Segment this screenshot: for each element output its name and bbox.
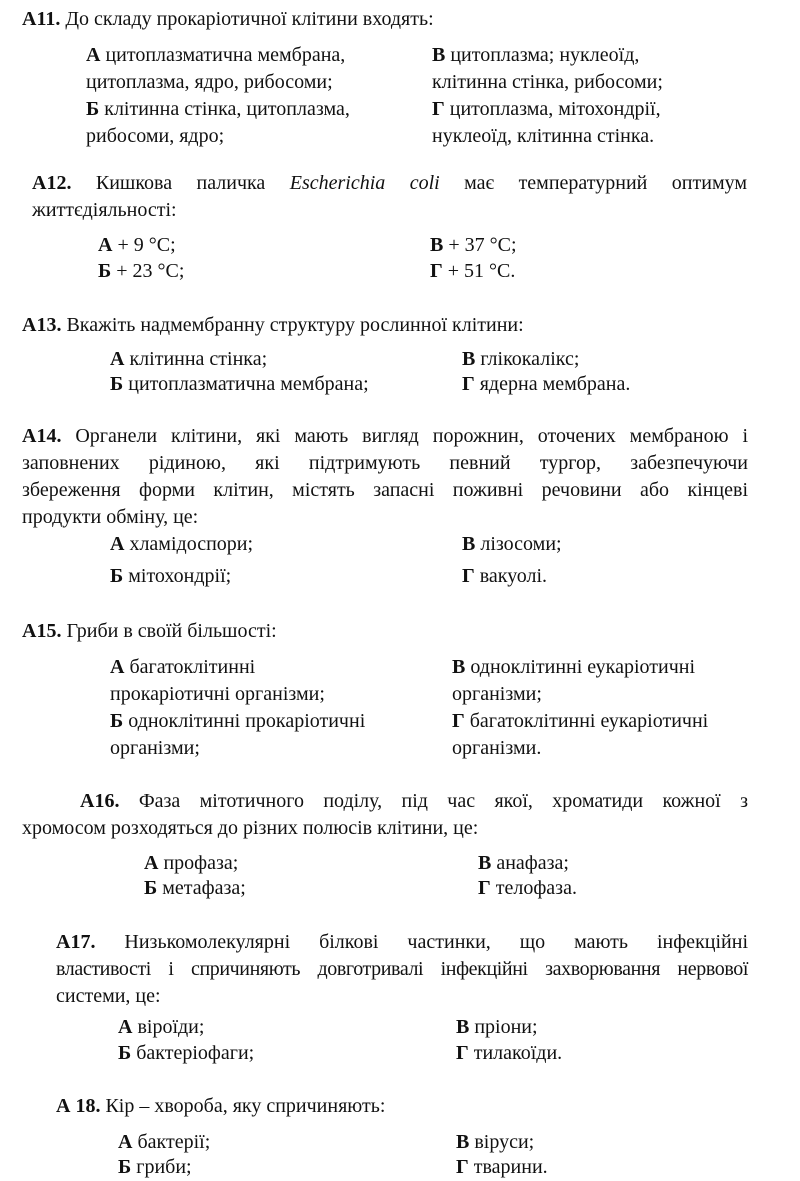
option-g[interactable]: Г тилакоїди. bbox=[456, 1042, 563, 1064]
question-number: A15. bbox=[22, 620, 62, 642]
species-name: Escherichia coli bbox=[289, 172, 440, 194]
option-a[interactable]: А хламідоспори; bbox=[110, 533, 254, 555]
option-b[interactable]: Б цитоплазматична мембрана; bbox=[110, 373, 369, 395]
option-v[interactable]: В лізосоми; bbox=[462, 533, 562, 555]
option-a[interactable]: А клітинна стінка; bbox=[110, 348, 268, 370]
question-number: A11. bbox=[22, 8, 61, 30]
option-v[interactable]: В цитоплазма; нуклеоїд, клітинна стінка, рибосоми; bbox=[432, 44, 663, 93]
option-v[interactable]: В віруси; bbox=[456, 1131, 535, 1153]
option-b[interactable]: Б + 23 °С; bbox=[98, 260, 185, 282]
question-stem: A17. Низькомолекулярні білкові частинки, що мають інфекційні властивості і спричиняють довготривалі інфекційні захворювання нервової системи, це: bbox=[56, 931, 749, 1007]
question-stem: A11. До складу прокаріотичної клітини входять: bbox=[22, 8, 434, 30]
option-b[interactable]: Б мітохондрії; bbox=[110, 565, 232, 587]
option-v[interactable]: В пріони; bbox=[456, 1016, 538, 1038]
option-a[interactable]: А багатоклітинні прокаріотичні організми; bbox=[110, 656, 325, 705]
option-g[interactable]: Г тварини. bbox=[456, 1156, 548, 1178]
question-stem: A13. Вкажіть надмембранну структуру рослинної клітини: bbox=[22, 314, 524, 336]
option-a[interactable]: А профаза; bbox=[144, 852, 239, 874]
option-b[interactable]: Б гриби; bbox=[118, 1156, 192, 1178]
option-g[interactable]: Г цитоплазма, мітохондрії, нуклеоїд, клітинна стінка. bbox=[432, 98, 661, 147]
question-stem: А 18. Кір – хвороба, яку спричиняють: bbox=[56, 1095, 386, 1117]
option-v[interactable]: В анафаза; bbox=[478, 852, 569, 874]
question-number: A12. bbox=[32, 172, 72, 194]
question-number: A16. bbox=[80, 790, 120, 812]
option-g[interactable]: Г вакуолі. bbox=[462, 565, 547, 587]
option-v[interactable]: В глікокалікс; bbox=[462, 348, 580, 370]
option-a[interactable]: А цитоплазматична мембрана, цитоплазма, ядро, рибосоми; bbox=[86, 44, 346, 93]
option-b[interactable]: Б одноклітинні прокаріотичні організми; bbox=[110, 710, 366, 759]
question-number: A17. bbox=[56, 931, 96, 953]
option-g[interactable]: Г телофаза. bbox=[478, 877, 577, 899]
option-a[interactable]: А віроїди; bbox=[118, 1016, 205, 1038]
option-b[interactable]: Б метафаза; bbox=[144, 877, 246, 899]
option-g[interactable]: Г багатоклітинні еукаріотичні організми. bbox=[452, 710, 709, 759]
option-v[interactable]: В одноклітинні еукаріотичні організми; bbox=[452, 656, 696, 705]
question-stem: A15. Гриби в своїй більшості: bbox=[22, 620, 277, 642]
option-g[interactable]: Г ядерна мембрана. bbox=[462, 373, 631, 395]
option-a[interactable]: А + 9 °С; bbox=[98, 234, 176, 256]
question-number: A14. bbox=[22, 425, 62, 447]
question-number: А 18. bbox=[56, 1095, 101, 1117]
option-a[interactable]: А бактерії; bbox=[118, 1131, 211, 1153]
question-stem: A12. Кишкова паличка Escherichia coli має температурний оптимум життєдіяльності: bbox=[32, 172, 747, 221]
option-b[interactable]: Б бактеріофаги; bbox=[118, 1042, 255, 1064]
question-stem: A14. Органели клітини, які мають вигляд порожнин, оточених мембраною і заповнених рідиною, які підтримують певний тургор, забезпечуючи збереження форми клітин, містять запасні поживні речовини або кінцеві продукти обміну, це: bbox=[22, 425, 749, 528]
question-number: A13. bbox=[22, 314, 62, 336]
option-b[interactable]: Б клітинна стінка, цитоплазма, рибосоми, ядро; bbox=[86, 98, 350, 147]
option-v[interactable]: В + 37 °С; bbox=[430, 234, 517, 256]
question-stem: A16. Фаза мітотичного поділу, під час якої, хроматиди кожної з хромосом розходяться до різних полюсів клітини, це: bbox=[22, 790, 748, 839]
option-g[interactable]: Г + 51 °С. bbox=[430, 260, 516, 282]
